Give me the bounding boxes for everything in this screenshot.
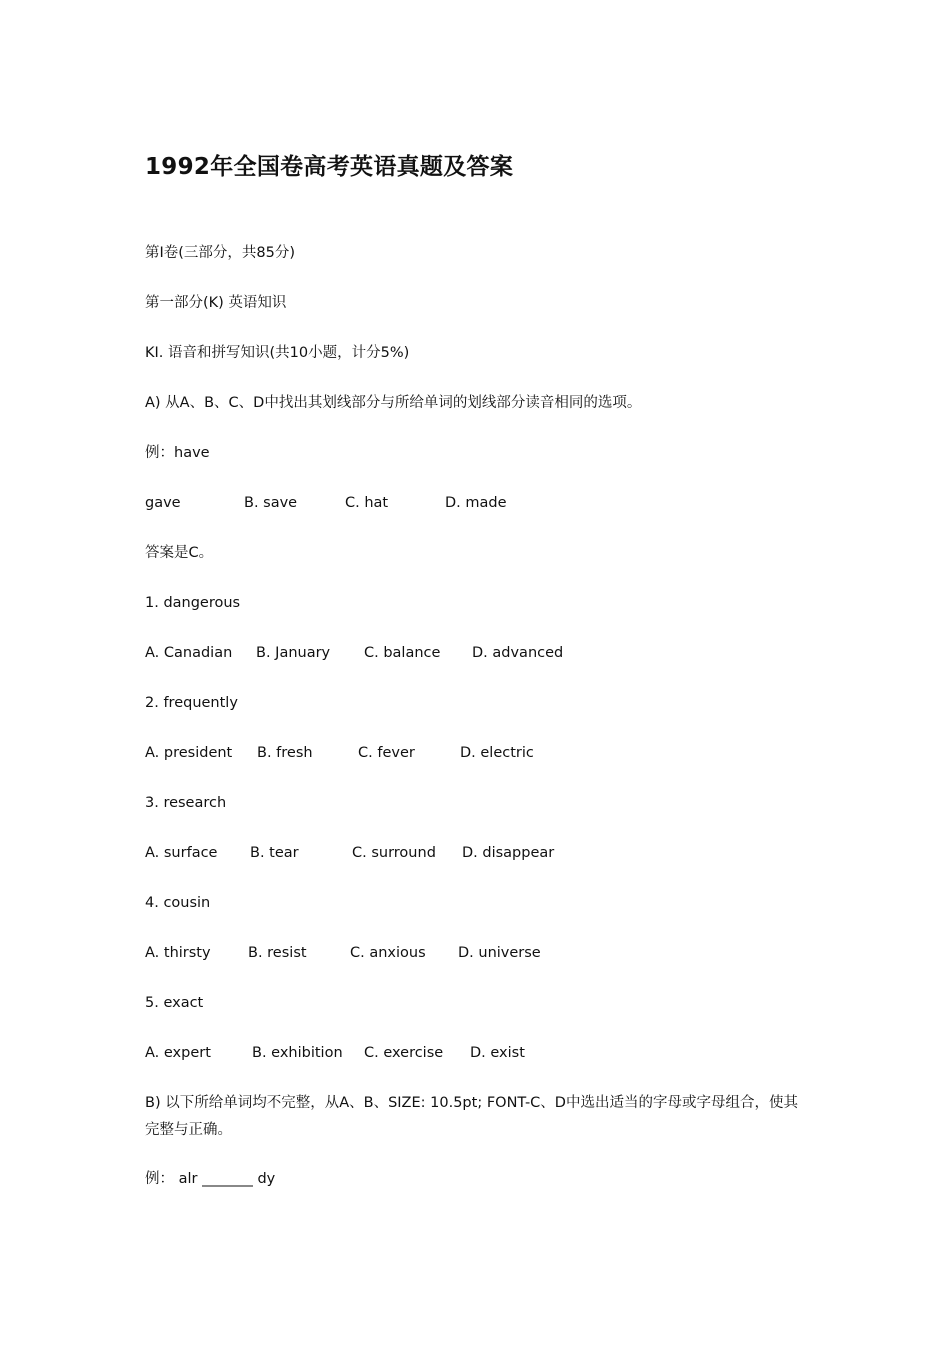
question-stem: 4. cousin — [145, 895, 211, 911]
option-a: A. expert — [145, 1045, 211, 1061]
example-b: 例： alr _______ dy — [145, 1171, 276, 1187]
option-c: C. anxious — [350, 945, 426, 961]
option-d: D. universe — [458, 945, 541, 961]
instruction-b: B) 以下所给单词均不完整，从A、B、SIZE: 10.5pt; FONT-C、D中选出适当的字母或字母组合，使其完整与正确。 — [145, 1095, 798, 1138]
instruction-a: A) 从A、B、C、D中找出其划线部分与所给单词的划线部分读音相同的选项。 — [145, 395, 642, 411]
section-heading: KI. 语音和拼写知识(共10小题，计分5%) — [145, 345, 410, 361]
option-c: C. exercise — [364, 1045, 444, 1061]
question-stem: 2. frequently — [145, 695, 238, 711]
option-b: B. January — [256, 645, 331, 661]
volume-heading: 第Ⅰ卷(三部分，共85分) — [145, 245, 296, 261]
option-d: D. advanced — [472, 645, 564, 661]
option-b: B. fresh — [257, 745, 313, 761]
option-a: A. president — [145, 745, 233, 761]
page-title: 1992年全国卷高考英语真题及答案 — [145, 154, 514, 180]
option-d: D. exist — [470, 1045, 525, 1061]
question-stem: 3. research — [145, 795, 227, 811]
option-d: D. made — [445, 495, 507, 511]
option-c: C. surround — [352, 845, 436, 861]
question-stem: 5. exact — [145, 995, 204, 1011]
option-a: A. Canadian — [145, 645, 233, 661]
example-label: 例：have — [145, 445, 210, 461]
question-stem: 1. dangerous — [145, 595, 241, 611]
option-a: gave — [145, 495, 181, 511]
option-a: A. surface — [145, 845, 218, 861]
example-answer: 答案是C。 — [145, 545, 214, 561]
option-d: D. disappear — [462, 845, 555, 861]
option-b: B. exhibition — [252, 1045, 343, 1061]
option-b: B. save — [244, 495, 298, 511]
option-b: B. tear — [250, 845, 299, 861]
option-c: C. fever — [358, 745, 415, 761]
option-b: B. resist — [248, 945, 307, 961]
option-d: D. electric — [460, 745, 534, 761]
part-heading: 第一部分(K) 英语知识 — [145, 295, 287, 311]
option-a: A. thirsty — [145, 945, 211, 961]
option-c: C. balance — [364, 645, 441, 661]
option-c: C. hat — [345, 495, 389, 511]
